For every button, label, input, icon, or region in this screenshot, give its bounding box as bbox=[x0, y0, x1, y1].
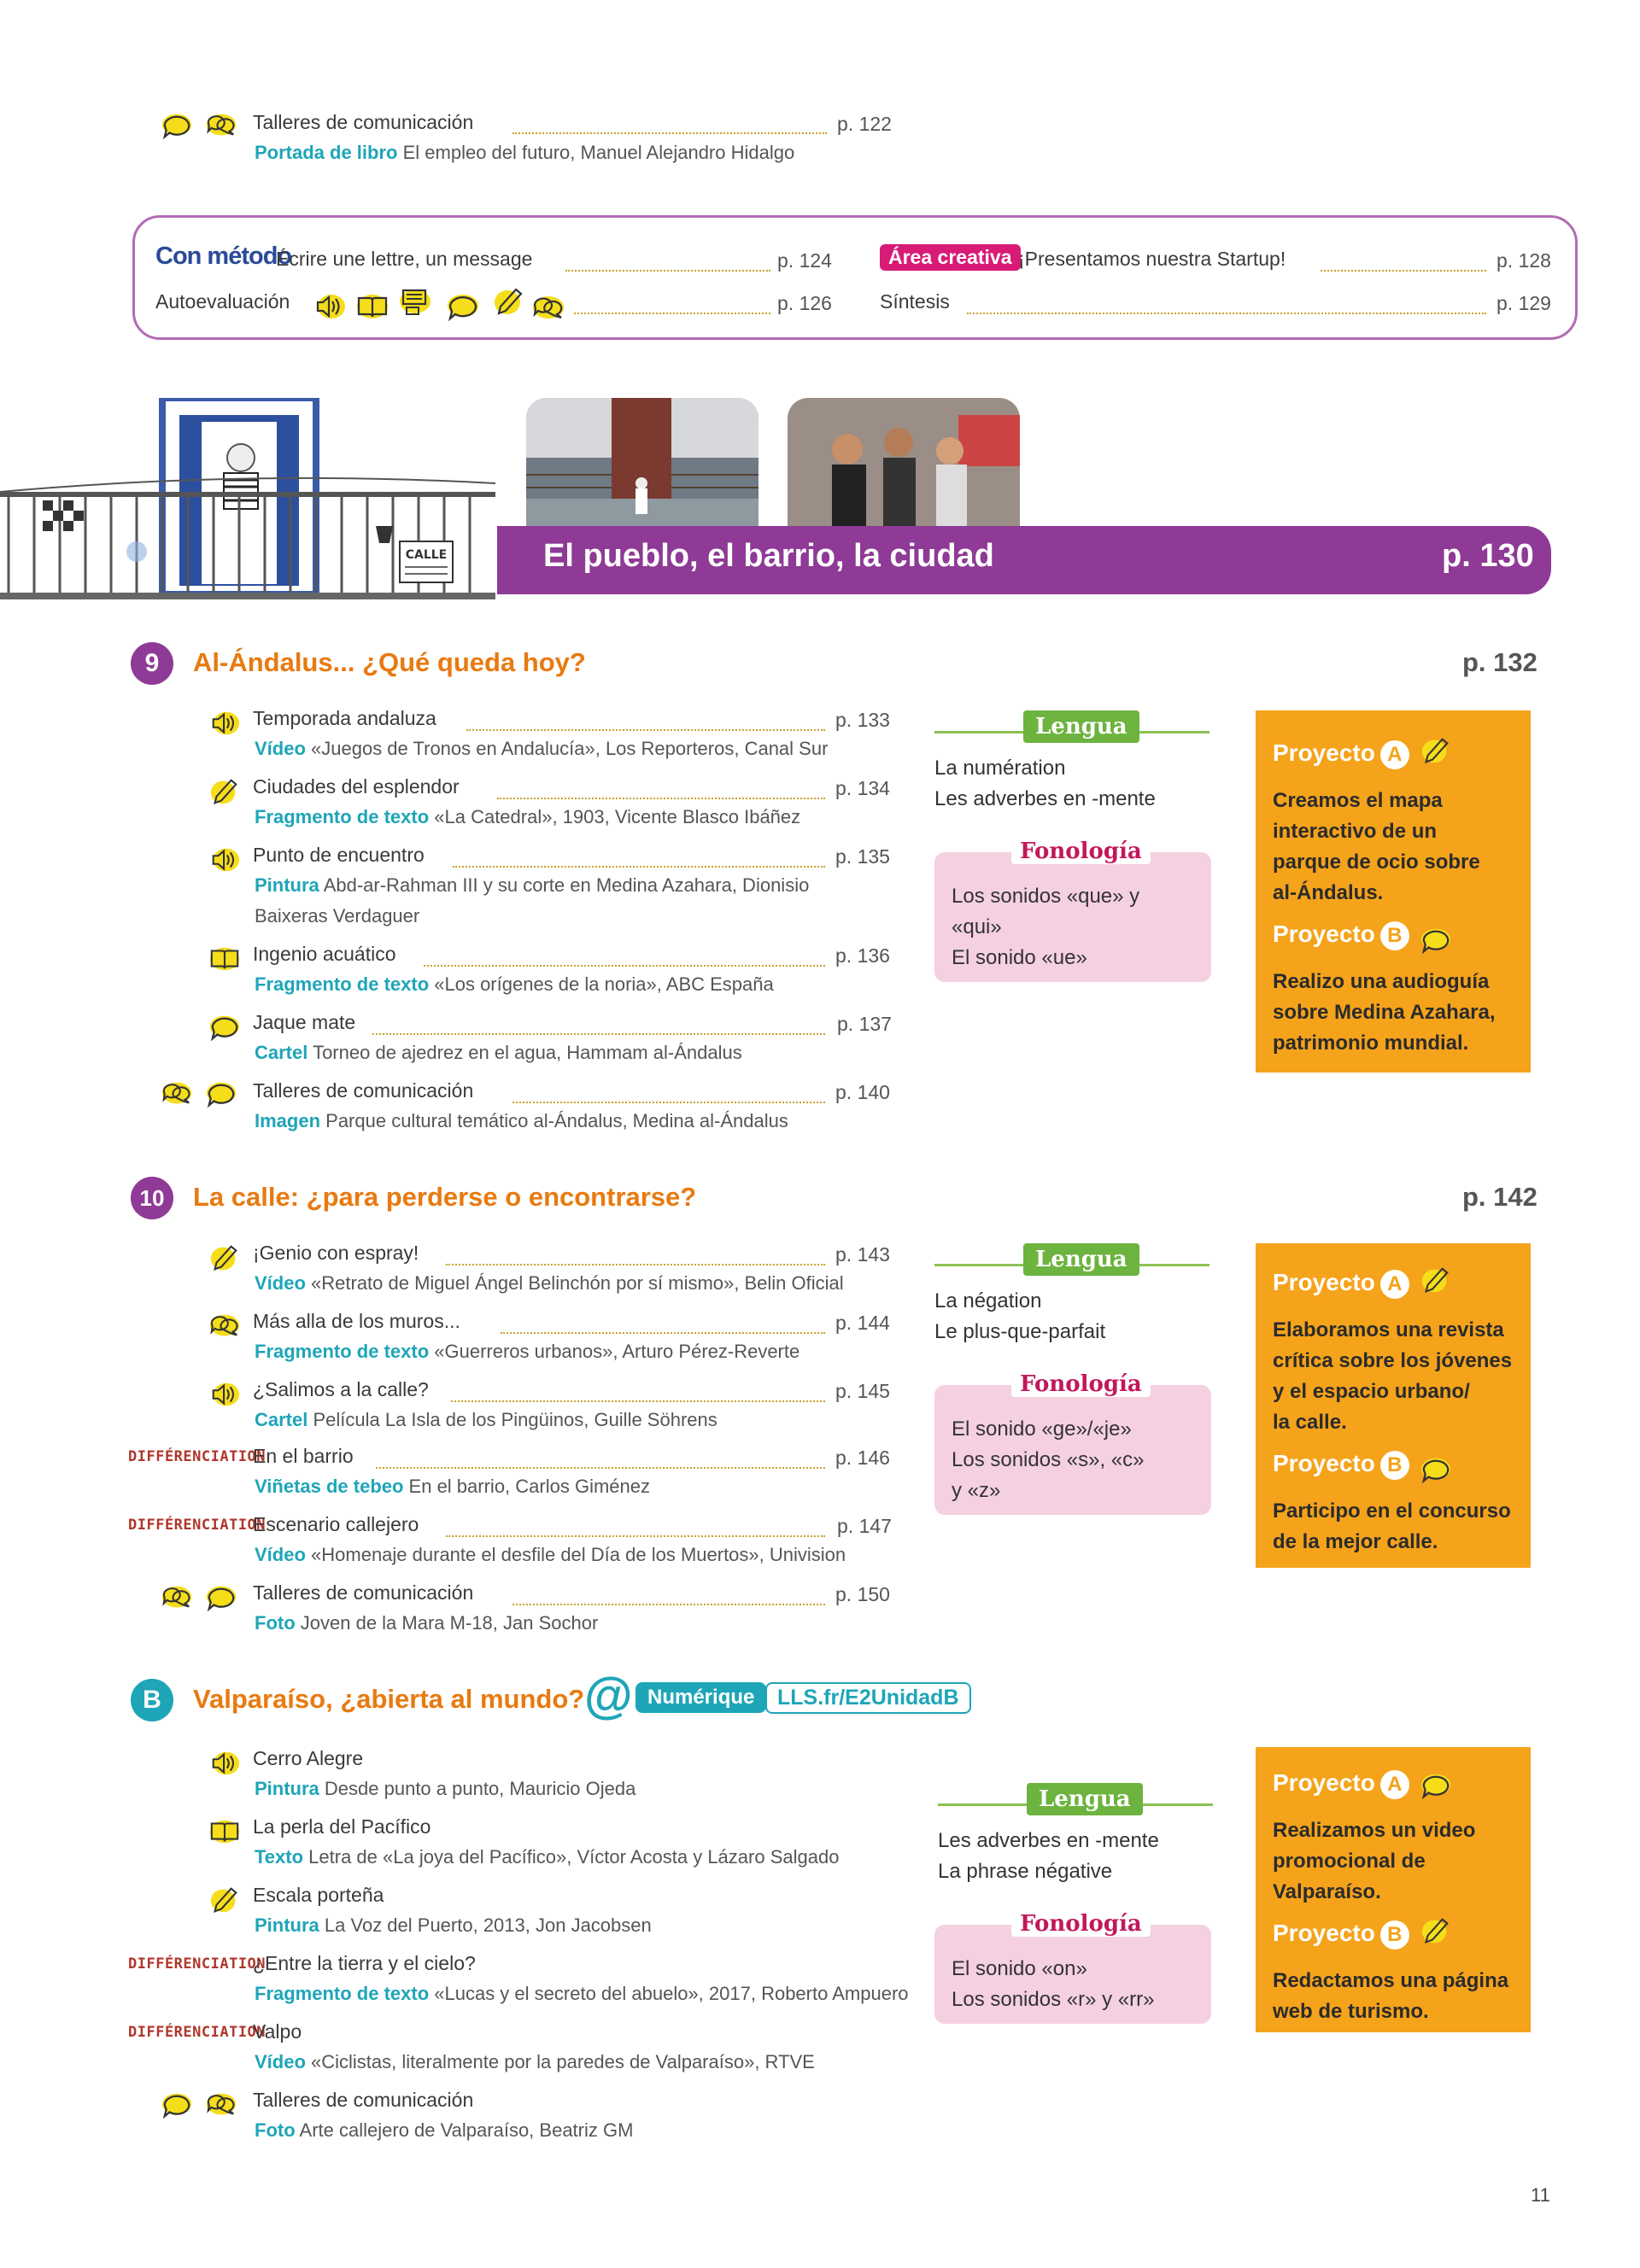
ecrire-page[interactable]: p. 124 bbox=[777, 249, 832, 272]
item-title: En el barrio bbox=[253, 1445, 354, 1467]
sintesis-page[interactable]: p. 129 bbox=[1496, 292, 1551, 314]
item-sub-cont: Baixeras Verdaguer bbox=[255, 905, 420, 926]
unit-page[interactable]: p. 132 bbox=[1462, 647, 1538, 677]
dialog-icon bbox=[205, 2090, 237, 2119]
project-b-line: de la mejor calle. bbox=[1273, 1530, 1438, 1553]
item-title: Talleres de comunicación bbox=[253, 2089, 474, 2111]
area-creativa-tag: Área creativa bbox=[880, 244, 1021, 271]
item-sub: Fragmento de texto «Los orígenes de la noria», ABC España bbox=[255, 973, 774, 995]
book-icon bbox=[208, 1817, 241, 1846]
project-a-line: crítica sobre los jóvenes bbox=[1273, 1349, 1513, 1372]
leader-dots bbox=[967, 313, 1486, 314]
differenciation-tag: DIFFÉRENCIATION bbox=[128, 1955, 266, 1973]
project-a-line: parque de ocio sobre bbox=[1273, 850, 1480, 874]
leader-dots bbox=[372, 1033, 825, 1035]
item-sub: Cartel Torneo de ajedrez en el agua, Hammam al-Ándalus bbox=[255, 1042, 742, 1063]
item-sub: Fragmento de texto «Lucas y el secreto del abuelo», 2017, Roberto Ampuero bbox=[255, 1983, 909, 2004]
item-title: Escala porteña bbox=[253, 1884, 384, 1906]
unit-page[interactable]: p. 142 bbox=[1462, 1182, 1538, 1212]
speech-icon bbox=[208, 1013, 241, 1042]
area-title: ¡Presentamos nuestra Startup! bbox=[1018, 248, 1286, 270]
leader-dots bbox=[501, 1332, 825, 1334]
fonologia-tag: Fonología bbox=[1011, 839, 1151, 864]
fonologia-item: y «z» bbox=[952, 1479, 1001, 1502]
project-a-line: y el espacio urbano/ bbox=[1273, 1380, 1470, 1403]
item-sub: Foto Joven de la Mara M-18, Jan Sochor bbox=[255, 1612, 599, 1634]
digital-link[interactable]: LLS.fr/E2UnidadB bbox=[765, 1682, 971, 1714]
item-page[interactable]: p. 147 bbox=[837, 1515, 892, 1537]
item-title: Más alla de los muros... bbox=[253, 1310, 460, 1332]
item-page[interactable]: p. 140 bbox=[835, 1081, 890, 1103]
audio-icon bbox=[208, 1380, 241, 1409]
top-title: Talleres de comunicación bbox=[253, 111, 474, 133]
item-title: Jaque mate bbox=[253, 1011, 356, 1033]
fonologia-item: Los sonidos «s», «c» bbox=[952, 1448, 1145, 1471]
lengua-item: Le plus-que-parfait bbox=[934, 1320, 1106, 1343]
item-page[interactable]: p. 134 bbox=[835, 777, 890, 799]
item-title: Cerro Alegre bbox=[253, 1747, 364, 1769]
project-b-line: Redactamos una página bbox=[1273, 1969, 1509, 1992]
item-page[interactable]: p. 144 bbox=[835, 1312, 890, 1334]
pencil-icon bbox=[1420, 1266, 1452, 1295]
leader-dots bbox=[424, 965, 825, 967]
audio-icon bbox=[208, 1749, 241, 1778]
item-page[interactable]: p. 150 bbox=[835, 1583, 890, 1605]
auto-page[interactable]: p. 126 bbox=[777, 292, 832, 314]
page-number: 11 bbox=[1531, 2184, 1550, 2206]
balcony-illustration bbox=[0, 398, 495, 620]
speech-icon bbox=[161, 2090, 193, 2119]
write-icon bbox=[396, 287, 434, 316]
pencil-icon bbox=[490, 287, 528, 316]
item-page[interactable]: p. 136 bbox=[835, 944, 890, 967]
unit-number-badge: 10 bbox=[131, 1177, 173, 1219]
project-b-heading: Proyecto B bbox=[1273, 1920, 1409, 1949]
item-title: Talleres de comunicación bbox=[253, 1581, 474, 1604]
pencil-icon bbox=[208, 1885, 241, 1914]
leader-dots bbox=[512, 1604, 825, 1605]
audio-icon bbox=[208, 709, 241, 738]
leader-dots bbox=[466, 729, 825, 731]
fonologia-item: El sonido «on» bbox=[952, 1957, 1087, 1980]
pencil-icon bbox=[1420, 736, 1452, 765]
dialog-icon bbox=[205, 111, 237, 140]
top-sub: Portada de libro El empleo del futuro, Manuel Alejandro Hidalgo bbox=[255, 142, 795, 163]
project-b-line: sobre Medina Azahara, bbox=[1273, 1001, 1496, 1024]
item-sub: Pintura Desde punto a punto, Mauricio Ojeda bbox=[255, 1778, 636, 1799]
lengua-tag: Lengua bbox=[1023, 1243, 1139, 1276]
area-page[interactable]: p. 128 bbox=[1496, 249, 1551, 272]
pencil-icon bbox=[208, 1243, 241, 1272]
fonologia-tag: Fonología bbox=[1011, 1371, 1151, 1397]
item-sub: Fragmento de texto «Guerreros urbanos», Arturo Pérez-Reverte bbox=[255, 1341, 800, 1362]
item-title: Ciudades del esplendor bbox=[253, 775, 460, 798]
unit-title: Valparaíso, ¿abierta al mundo? bbox=[193, 1684, 585, 1714]
leader-dots bbox=[446, 1535, 825, 1537]
item-title: Valpo bbox=[253, 2020, 302, 2043]
leader-dots bbox=[446, 1264, 825, 1266]
dialog-icon bbox=[161, 1583, 193, 1612]
speech-icon bbox=[1420, 1455, 1452, 1484]
differenciation-tag: DIFFÉRENCIATION bbox=[128, 1448, 266, 1465]
item-title: Escenario callejero bbox=[253, 1513, 419, 1535]
item-page[interactable]: p. 143 bbox=[835, 1243, 890, 1266]
item-page[interactable]: p. 145 bbox=[835, 1380, 890, 1402]
lengua-item: Les adverbes en -mente bbox=[938, 1829, 1159, 1852]
leader-dots bbox=[512, 132, 827, 134]
project-a-line: la calle. bbox=[1273, 1411, 1347, 1434]
leader-dots bbox=[451, 1400, 825, 1402]
project-a-line: Elaboramos una revista bbox=[1273, 1318, 1504, 1342]
item-title: Punto de encuentro bbox=[253, 844, 425, 866]
project-a-line: al-Ándalus. bbox=[1273, 881, 1384, 904]
chapter-title: El pueblo, el barrio, la ciudad bbox=[543, 538, 994, 574]
fonologia-tag: Fonología bbox=[1011, 1911, 1151, 1937]
speech-icon bbox=[444, 292, 482, 321]
project-b-line: Realizo una audioguía bbox=[1273, 970, 1490, 993]
numerique-tag: Numérique bbox=[636, 1682, 766, 1713]
project-b-line: Participo en el concurso bbox=[1273, 1499, 1511, 1523]
fonologia-item: «qui» bbox=[952, 915, 1002, 938]
differenciation-tag: DIFFÉRENCIATION bbox=[128, 2024, 266, 2041]
project-a-heading: Proyecto A bbox=[1273, 739, 1409, 769]
top-page[interactable]: p. 122 bbox=[837, 113, 892, 135]
leader-dots bbox=[497, 798, 825, 799]
item-title: Temporada andaluza bbox=[253, 707, 436, 729]
audio-icon bbox=[311, 292, 348, 321]
project-a-line: Creamos el mapa bbox=[1273, 789, 1443, 812]
lengua-item: La numération bbox=[934, 757, 1066, 780]
item-title: Ingenio acuático bbox=[253, 943, 396, 965]
book-icon bbox=[208, 944, 241, 973]
project-b-line: web de turismo. bbox=[1273, 2000, 1429, 2023]
speech-icon bbox=[205, 1079, 237, 1108]
speech-icon bbox=[161, 111, 193, 140]
lengua-item: Les adverbes en -mente bbox=[934, 787, 1156, 810]
item-page[interactable]: p. 135 bbox=[835, 845, 890, 868]
project-a-heading: Proyecto A bbox=[1273, 1269, 1409, 1299]
con-metodo-label: Con método bbox=[155, 243, 292, 270]
item-sub: Foto Arte callejero de Valparaíso, Beatriz GM bbox=[255, 2119, 634, 2141]
project-b-line: patrimonio mundial. bbox=[1273, 1032, 1469, 1055]
item-title: ¡Genio con espray! bbox=[253, 1242, 419, 1264]
project-a-heading: Proyecto A bbox=[1273, 1769, 1409, 1799]
pencil-icon bbox=[1420, 1916, 1452, 1945]
fonologia-item: El sonido «ge»/«je» bbox=[952, 1418, 1132, 1441]
item-page[interactable]: p. 146 bbox=[835, 1447, 890, 1469]
lengua-item: La phrase négative bbox=[938, 1860, 1113, 1883]
item-sub: Texto Letra de «La joya del Pacífico», Víctor Acosta y Lázaro Salgado bbox=[255, 1846, 840, 1868]
item-sub: Imagen Parque cultural temático al-Ándalus, Medina al-Ándalus bbox=[255, 1110, 788, 1131]
item-title: ¿Entre la tierra y el cielo? bbox=[253, 1952, 476, 1974]
speech-icon bbox=[1420, 1771, 1452, 1800]
ecrire-title: Écrire une lettre, un message bbox=[276, 248, 533, 270]
unit-letter-badge: B bbox=[131, 1679, 173, 1721]
item-title: La perla del Pacífico bbox=[253, 1815, 431, 1838]
speech-icon bbox=[1420, 926, 1452, 955]
fonologia-item: Los sonidos «que» y bbox=[952, 885, 1140, 908]
item-sub: Vídeo «Retrato de Miguel Ángel Belinchón por sí mismo», Belin Oficial bbox=[255, 1272, 844, 1294]
item-sub: Fragmento de texto «La Catedral», 1903, Vicente Blasco Ibáñez bbox=[255, 806, 801, 827]
method-box bbox=[132, 215, 1578, 340]
sintesis-title: Síntesis bbox=[880, 290, 950, 313]
unit-title: La calle: ¿para perderse o encontrarse? bbox=[193, 1182, 697, 1212]
dialog-icon bbox=[530, 294, 567, 323]
leader-dots bbox=[565, 270, 770, 272]
dialog-icon bbox=[161, 1079, 193, 1108]
leader-dots bbox=[376, 1467, 825, 1469]
lengua-tag: Lengua bbox=[1027, 1783, 1143, 1815]
lengua-item: La négation bbox=[934, 1289, 1042, 1312]
chapter-page[interactable]: p. 130 bbox=[1442, 538, 1534, 574]
audio-icon bbox=[208, 845, 241, 874]
auto-title: Autoevaluación bbox=[155, 290, 290, 313]
lengua-tag: Lengua bbox=[1023, 710, 1139, 743]
fonologia-item: Los sonidos «r» y «rr» bbox=[952, 1988, 1155, 2011]
unit-number-badge: 9 bbox=[131, 642, 173, 685]
at-sign-icon: @ bbox=[584, 1668, 633, 1723]
unit-title: Al-Ándalus... ¿Qué queda hoy? bbox=[193, 647, 586, 677]
book-icon bbox=[354, 292, 391, 321]
item-sub: Cartel Película La Isla de los Pingüinos, Guille Söhrens bbox=[255, 1409, 718, 1430]
project-a-line: Realizamos un video bbox=[1273, 1819, 1476, 1842]
speech-icon bbox=[205, 1583, 237, 1612]
item-title: Talleres de comunicación bbox=[253, 1079, 474, 1102]
project-b-heading: Proyecto B bbox=[1273, 1450, 1409, 1480]
alhambra-photo bbox=[526, 398, 758, 526]
item-page[interactable]: p. 133 bbox=[835, 709, 890, 731]
item-sub: Vídeo «Ciclistas, literalmente por la paredes de Valparaíso», RTVE bbox=[255, 2051, 815, 2072]
dialog-icon bbox=[208, 1312, 241, 1341]
pencil-icon bbox=[208, 777, 241, 806]
leader-dots bbox=[512, 1102, 825, 1103]
item-sub: Pintura Abd-ar-Rahman III y su corte en Medina Azahara, Dionisio bbox=[255, 874, 810, 896]
item-page[interactable]: p. 137 bbox=[837, 1013, 892, 1035]
leader-dots bbox=[574, 313, 770, 314]
project-a-line: Valparaíso. bbox=[1273, 1880, 1381, 1903]
item-title: ¿Salimos a la calle? bbox=[253, 1378, 429, 1400]
project-b-heading: Proyecto B bbox=[1273, 921, 1409, 950]
project-a-line: interactivo de un bbox=[1273, 820, 1438, 843]
sign-text: CALLE bbox=[405, 548, 448, 562]
fonologia-item: El sonido «ue» bbox=[952, 946, 1087, 969]
street-photo bbox=[788, 398, 1020, 526]
item-sub: Pintura La Voz del Puerto, 2013, Jon Jacobsen bbox=[255, 1914, 652, 1936]
item-sub: Vídeo «Homenaje durante el desfile del Día de los Muertos», Univision bbox=[255, 1544, 846, 1565]
leader-dots bbox=[1321, 270, 1486, 272]
differenciation-tag: DIFFÉRENCIATION bbox=[128, 1517, 266, 1534]
item-sub: Vídeo «Juegos de Tronos en Andalucía», Los Reporteros, Canal Sur bbox=[255, 738, 829, 759]
leader-dots bbox=[453, 866, 825, 868]
item-sub: Viñetas de tebeo En el barrio, Carlos Giménez bbox=[255, 1476, 650, 1497]
project-a-line: promocional de bbox=[1273, 1850, 1426, 1873]
